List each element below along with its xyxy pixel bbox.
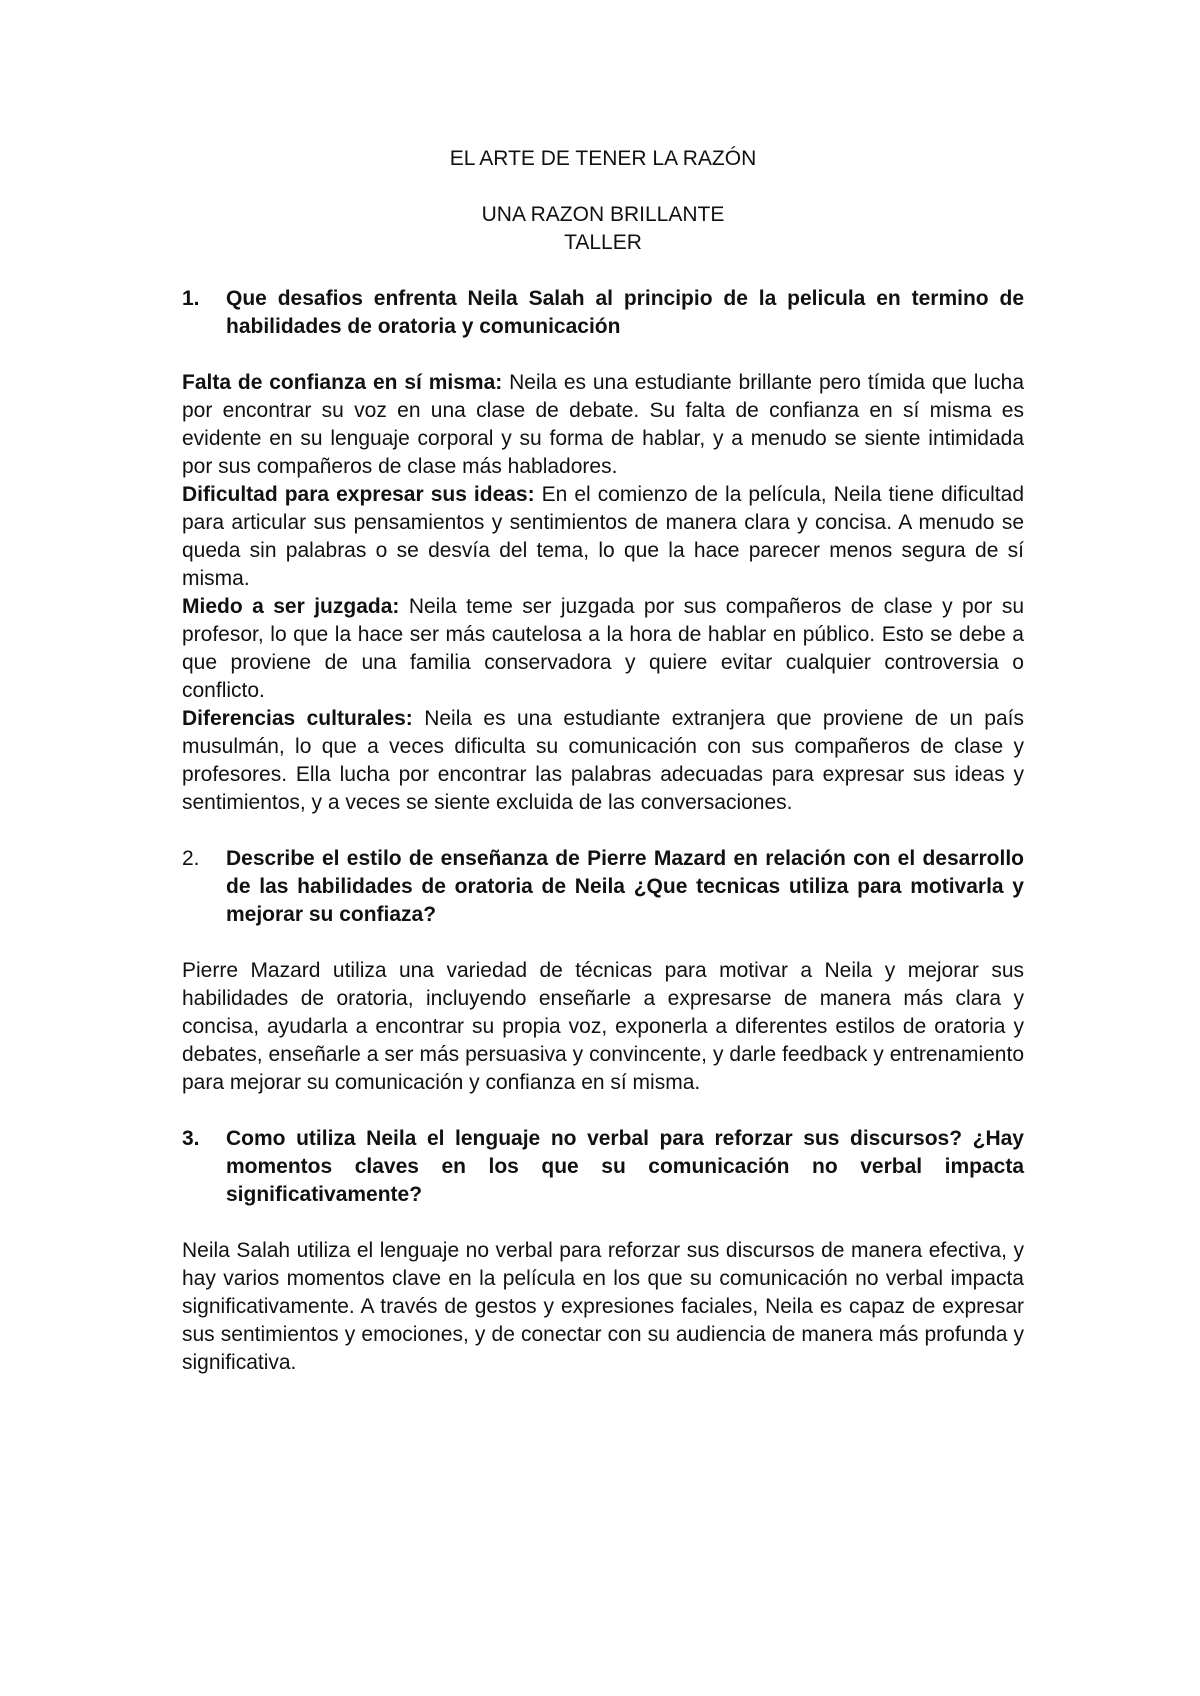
answer-paragraph: Pierre Mazard utiliza una variedad de técnicas para motivar a Neila y mejorar sus habilidades de oratoria, incluyendo enseñarle a expresarse de manera más clara y concisa, ayudarla a encontrar su propia voz, exponerla a diferentes estilos de oratoria y debates, enseñarle a ser más persuasiva y convincente, y darle feedback y entrenamiento para mejorar su comunicación y confianza en sí misma. <box>182 959 1024 1094</box>
answer-body: Neila teme ser juzgada por sus compañeros de clase y por su profesor, lo que la hace ser más cautelosa a la hora de hablar en público. Esto se debe a que proviene de una familia conservadora y quiere evitar cualquier controversia o conflicto. <box>182 595 1025 702</box>
answer-lead: Miedo a ser juzgada: <box>182 595 400 618</box>
question-text: Como utiliza Neila el lenguaje no verbal para reforzar sus discursos? ¿Hay momentos claves en los que su comunicación no verbal impacta significativamente? <box>226 1127 1024 1206</box>
answer-paragraph <box>182 369 1024 481</box>
answer-2 <box>182 957 1024 1097</box>
answer-paragraph: Neila Salah utiliza el lenguaje no verbal para reforzar sus discursos de manera efectiva, y hay varios momentos clave en la película en los que su comunicación no verbal impacta significativamente. A través de gestos y expresiones faciales, Neila es capaz de expresar sus sentimientos y emociones, y de conectar con su audiencia de manera más profunda y significativa. <box>182 1239 1024 1374</box>
question-number: 2. <box>182 847 200 870</box>
document-section: TALLER <box>564 231 642 254</box>
answer-3 <box>182 1237 1024 1377</box>
answer-paragraph <box>182 705 1024 817</box>
question-2 <box>182 845 1024 929</box>
question-1 <box>182 285 1024 341</box>
answer-lead: Diferencias culturales: <box>182 707 413 730</box>
document-title: EL ARTE DE TENER LA RAZÓN <box>449 147 757 170</box>
subtitle-block <box>182 201 1024 257</box>
document-subtitle: UNA RAZON BRILLANTE <box>481 203 725 226</box>
answer-lead: Falta de confianza en sí misma: <box>182 371 503 394</box>
answer-paragraph <box>182 593 1024 705</box>
document-body <box>182 145 1024 1377</box>
question-text: Que desafios enfrenta Neila Salah al principio de la pelicula en termino de habilidades de oratoria y comunicación <box>226 287 1024 338</box>
answer-body: Neila es una estudiante extranjera que proviene de un país musulmán, lo que a veces dificulta su comunicación con sus compañeros de clase y profesores. Ella lucha por encontrar las palabras adecuadas para expresar sus ideas y sentimientos, y a veces se siente excluida de las conversaciones. <box>182 707 1024 814</box>
question-number: 1. <box>182 287 200 310</box>
question-3 <box>182 1125 1024 1209</box>
answer-paragraph <box>182 481 1024 593</box>
answer-lead: Dificultad para expresar sus ideas: <box>182 483 535 506</box>
answer-1 <box>182 369 1024 817</box>
question-text: Describe el estilo de enseñanza de Pierre Mazard en relación con el desarrollo de las habilidades de oratoria de Neila ¿Que tecnicas utiliza para motivarla y mejorar su confiaza? <box>226 847 1024 926</box>
question-number: 3. <box>182 1127 200 1150</box>
answer-body: Neila es una estudiante brillante pero tímida que lucha por encontrar su voz en una clase de debate. Su falta de confianza en sí misma es evidente en su lenguaje corporal y su forma de hablar, y a menudo se siente intimidada por sus compañeros de clase más habladores. <box>182 371 1025 478</box>
answer-body: En el comienzo de la película, Neila tiene dificultad para articular sus pensamientos y sentimientos de manera clara y concisa. A menudo se queda sin palabras o se desvía del tema, lo que la hace parecer menos segura de sí misma. <box>182 483 1024 590</box>
